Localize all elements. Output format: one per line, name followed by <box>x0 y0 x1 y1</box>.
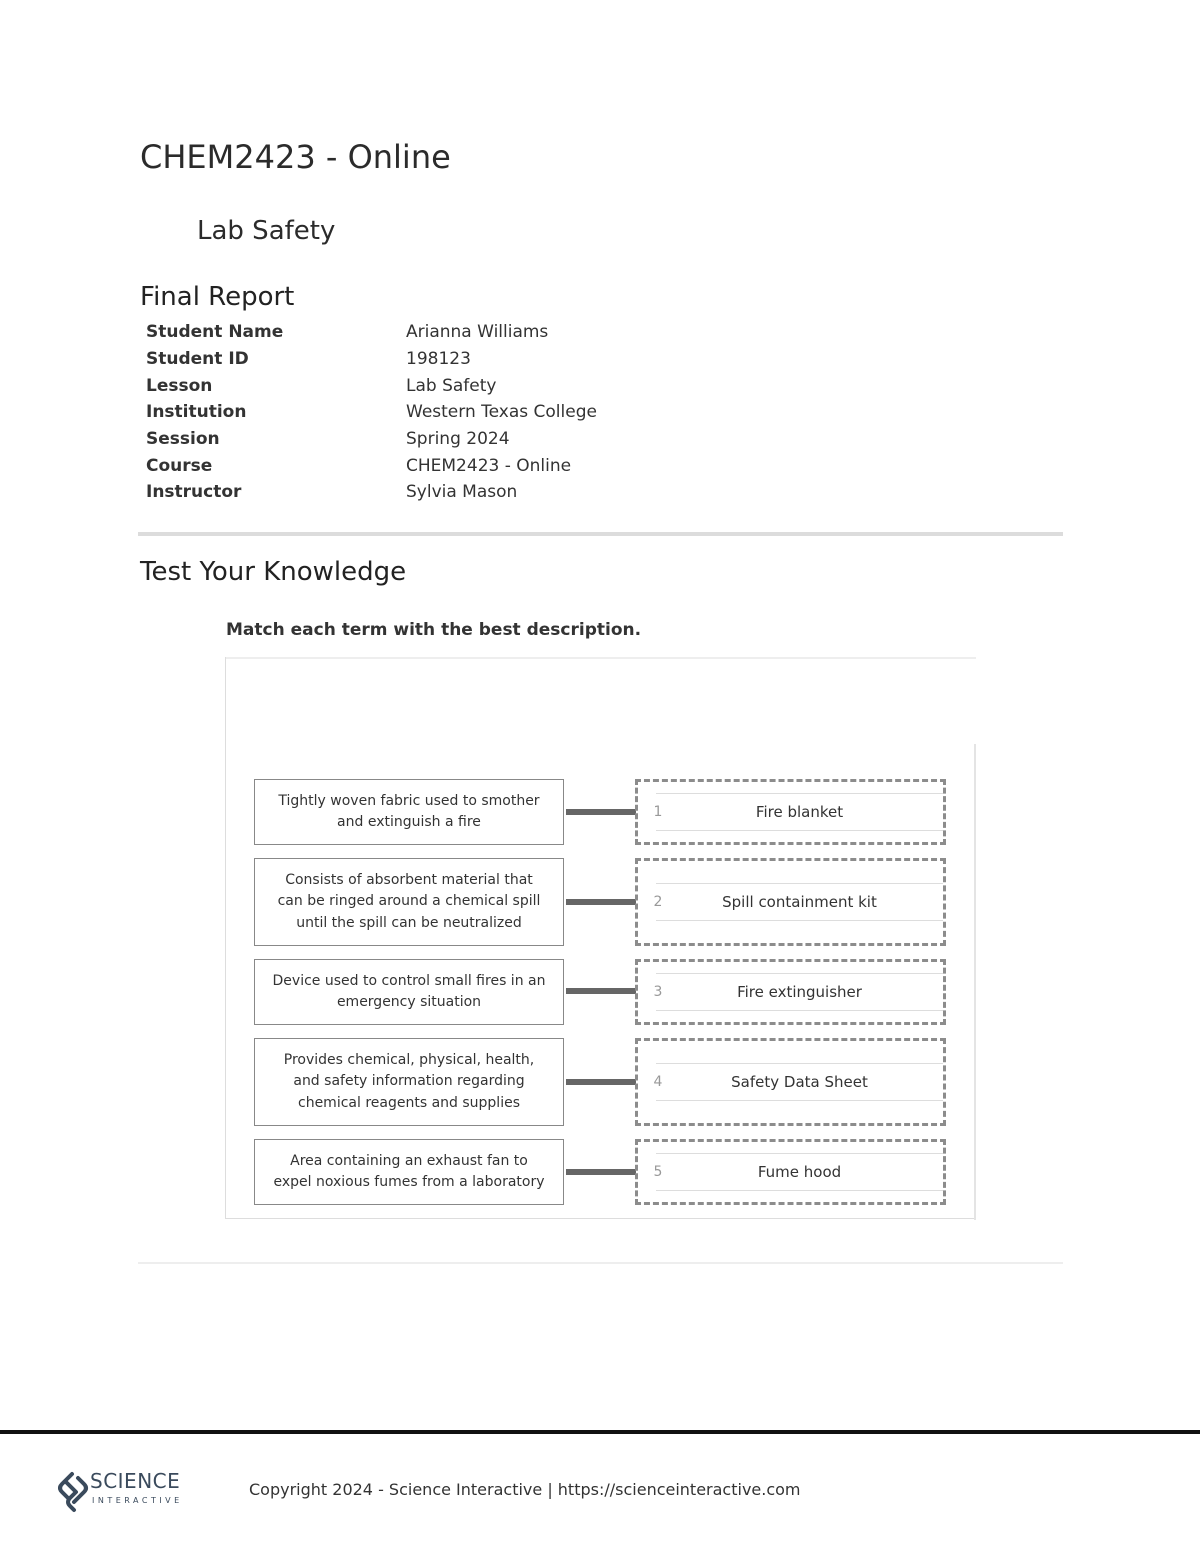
term-card[interactable] <box>653 883 943 921</box>
info-value: CHEM2423 - Online <box>406 455 572 476</box>
term-number: 5 <box>653 1164 663 1180</box>
info-value: Sylvia Mason <box>406 482 518 503</box>
term-card[interactable] <box>653 793 943 831</box>
term-number: 2 <box>653 894 663 910</box>
footer-bar <box>0 1430 1200 1434</box>
info-label: Institution <box>146 402 247 423</box>
panel-right-rule <box>974 744 976 1220</box>
info-value: Western Texas College <box>406 402 597 423</box>
info-value: 198123 <box>406 349 471 370</box>
matching-instruction: Match each term with the best description. <box>226 620 642 640</box>
info-row-lesson <box>140 372 597 399</box>
info-label: Session <box>146 429 220 450</box>
term-number: 4 <box>653 1074 663 1090</box>
term-label: Fire extinguisher <box>737 983 862 1001</box>
info-row-instructor <box>140 479 597 506</box>
section-divider <box>138 1262 1063 1264</box>
logo-wordmark: SCIENCE <box>90 1469 181 1493</box>
info-row-student-id <box>140 346 597 373</box>
description-box: Consists of absorbent material that can be ringed around a chemical spill until the spill can be neutralized <box>254 858 564 946</box>
term-card[interactable] <box>653 1153 943 1191</box>
info-value: Arianna Williams <box>406 322 549 343</box>
term-drop-slot[interactable] <box>635 959 946 1025</box>
info-label: Student ID <box>146 349 249 370</box>
section-divider <box>138 532 1063 536</box>
term-label: Spill containment kit <box>722 893 877 911</box>
info-label: Course <box>146 455 213 476</box>
term-number: 3 <box>653 984 663 1000</box>
course-title: CHEM2423 - Online <box>140 138 451 176</box>
term-label: Safety Data Sheet <box>731 1073 868 1091</box>
report-info-table <box>140 319 597 506</box>
logo-subtext: INTERACTIVE <box>92 1496 183 1505</box>
description-box: Provides chemical, physical, health, and safety information regarding chemical reagents and supplies <box>254 1038 564 1126</box>
copyright-text: Copyright 2024 - Science Interactive | https://scienceinteractive.com <box>249 1480 801 1499</box>
info-label: Instructor <box>146 482 242 503</box>
match-connector <box>566 1079 636 1085</box>
match-connector <box>566 1169 636 1175</box>
info-label: Lesson <box>146 375 213 396</box>
link-icon <box>60 1474 86 1510</box>
match-connector <box>566 988 636 994</box>
term-number: 1 <box>653 804 663 820</box>
info-row-session <box>140 426 597 453</box>
term-drop-slot[interactable] <box>635 1139 946 1205</box>
term-card[interactable] <box>653 973 943 1011</box>
info-row-institution <box>140 399 597 426</box>
description-box: Device used to control small fires in an emergency situation <box>254 959 564 1025</box>
match-connector <box>566 809 636 815</box>
lesson-title: Lab Safety <box>197 216 336 246</box>
term-label: Fume hood <box>757 1163 842 1181</box>
final-report-heading: Final Report <box>140 282 295 312</box>
term-label: Fire blanket <box>755 803 844 821</box>
panel-top-rule <box>226 657 976 659</box>
info-label: Student Name <box>146 322 284 343</box>
description-box: Area containing an exhaust fan to expel noxious fumes from a laboratory <box>254 1139 564 1205</box>
info-value: Lab Safety <box>406 375 497 396</box>
test-your-knowledge-heading: Test Your Knowledge <box>140 557 407 587</box>
science-interactive-logo <box>58 1468 228 1518</box>
term-drop-slot[interactable] <box>635 1038 946 1126</box>
term-drop-slot[interactable] <box>635 779 946 845</box>
term-drop-slot[interactable] <box>635 858 946 946</box>
match-connector <box>566 899 636 905</box>
info-value: Spring 2024 <box>406 429 510 450</box>
term-card[interactable] <box>653 1063 943 1101</box>
description-box: Tightly woven fabric used to smother and extinguish a fire <box>254 779 564 845</box>
info-row-course <box>140 452 597 479</box>
info-row-student-name <box>140 319 597 346</box>
